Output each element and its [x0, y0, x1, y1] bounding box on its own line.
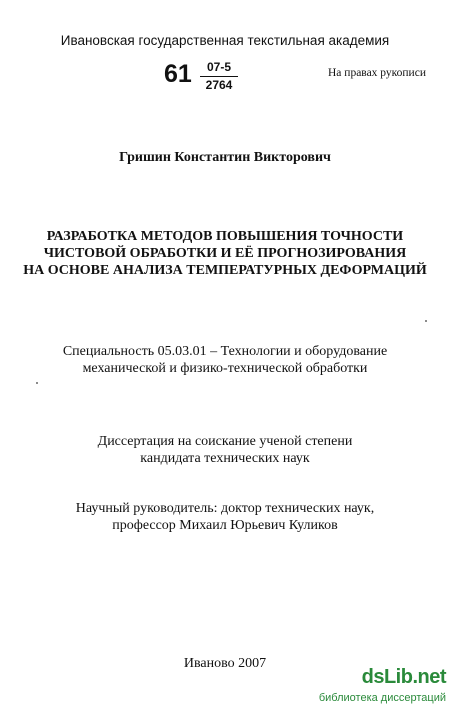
academy-name: Ивановская государственная текстильная академия [60, 33, 390, 48]
supervisor-line: профессор Михаил Юрьевич Куликов [112, 518, 338, 533]
library-code [164, 58, 264, 96]
dslib-logo[interactable]: dsLib.net [361, 666, 446, 688]
city-year: Иваново 2007 [183, 656, 267, 671]
library-code-main: 61 [164, 60, 192, 88]
dissertation-title [0, 228, 450, 279]
scan-speck [425, 320, 427, 322]
author-name: Гришин Константин Викторович [119, 150, 331, 165]
degree-line: Диссертация на соискание ученой степени [97, 434, 353, 449]
title-line: ЧИСТОВОЙ ОБРАБОТКИ И ЕЁ ПРОГНОЗИРОВАНИЯ [43, 246, 407, 261]
library-code-numerator: 07-5 [206, 60, 232, 74]
supervisor-block [0, 500, 450, 534]
degree-block [0, 433, 450, 467]
supervisor-line: Научный руководитель: доктор технических наук, [75, 501, 375, 516]
rights-note: На правах рукописи [328, 67, 426, 79]
specialty-line: механической и физико-технической обработки [82, 361, 368, 376]
title-line: РАЗРАБОТКА МЕТОДОВ ПОВЫШЕНИЯ ТОЧНОСТИ [46, 229, 404, 244]
specialty-block [0, 343, 450, 377]
scan-speck [36, 382, 38, 384]
dslib-subtitle: библиотека диссертаций [318, 692, 446, 704]
degree-line: кандидата технических наук [140, 451, 310, 466]
library-code-fraction-line [200, 76, 238, 77]
specialty-line: Специальность 05.03.01 – Технологии и оборудование [62, 344, 388, 359]
dslib-watermark[interactable] [318, 666, 446, 708]
library-code-denominator: 2764 [205, 78, 233, 92]
title-line: НА ОСНОВЕ АНАЛИЗА ТЕМПЕРАТУРНЫХ ДЕФОРМАЦИЙ [23, 263, 427, 278]
